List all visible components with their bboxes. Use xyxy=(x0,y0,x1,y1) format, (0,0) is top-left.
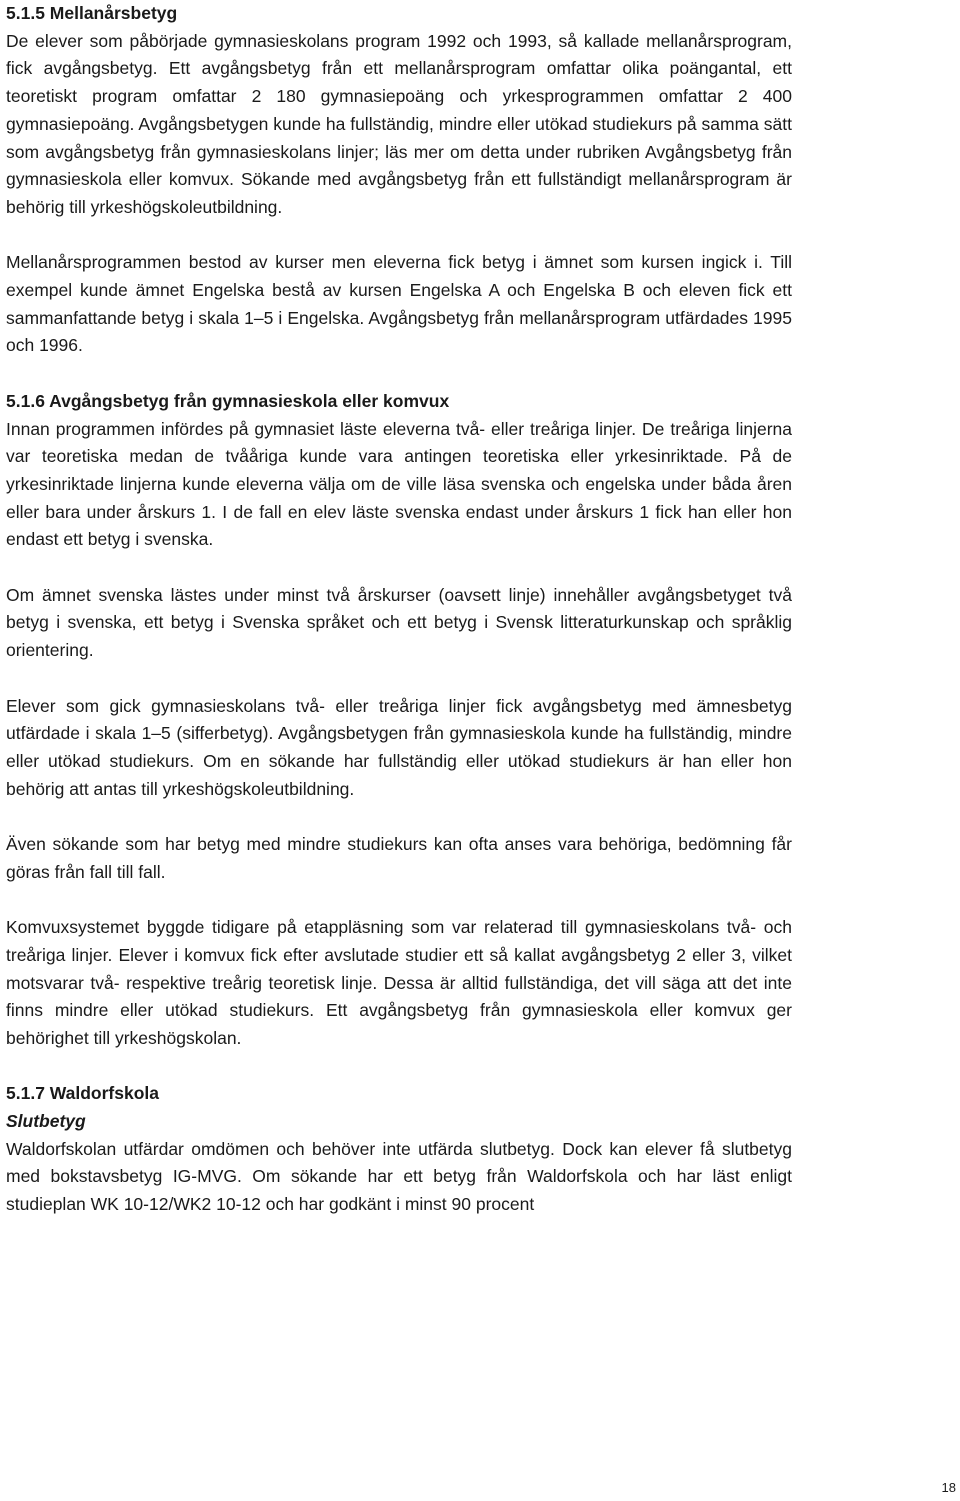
section-waldorfskola xyxy=(6,1080,792,1219)
section-heading: 5.1.6 Avgångsbetyg från gymnasieskola eller komvux xyxy=(6,390,450,411)
paragraph: Om ämnet svenska lästes under minst två årskurser (oavsett linje) innehåller avgångsbetyget två betyg i svenska, ett betyg i Svenska språket och ett betyg i Svensk litteraturkunskap och språklig orientering. xyxy=(6,584,792,661)
paragraph: Waldorfskolan utfärdar omdömen och behöver inte utfärda slutbetyg. Dock kan elever få slutbetyg med bokstavsbetyg IG-MVG. Om sökande har ett betyg från Waldorfskola och har läst enligt studieplan WK 10-12/WK2 10-12 och har godkänt i minst 90 procent xyxy=(6,1138,792,1215)
paragraph: Mellanårsprogrammen bestod av kurser men eleverna fick betyg i ämnet som kursen ingick i. Till exempel kunde ämnet Engelska bestå av kursen Engelska A och Engelska B och eleven fick ett sammanfattande betyg i skala 1–5 i Engelska. Avgångsbetyg från mellanårsprogram utfärdades 1995 och 1996. xyxy=(6,252,792,356)
section-mellanarsbetyg xyxy=(6,0,792,360)
section-heading: 5.1.5 Mellanårsbetyg xyxy=(6,3,178,23)
section-heading: 5.1.7 Waldorfskola xyxy=(6,1083,160,1104)
page-number: 18 xyxy=(941,1480,956,1495)
paragraph: Elever som gick gymnasieskolans två- eller treåriga linjer fick avgångsbetyg med ämnesbetyg utfärdade i skala 1–5 (sifferbetyg). Avgångsbetygen från gymnasieskola kunde ha fullständig, mindre eller utökad studiekurs. Om en sökande har fullständig eller utökad studiekurs är han eller hon behörig att antas till yrkeshögskoleutbildning. xyxy=(6,695,792,799)
section-subheading: Slutbetyg xyxy=(6,1111,86,1132)
paragraph: Innan programmen infördes på gymnasiet läste eleverna två- eller treåriga linjer. De treåriga linjerna var teoretiska medan de tvååriga kunde vara antingen teoretiska eller yrkesinriktade. På de yrkesinriktade linjerna kunde eleverna välja om de ville läsa svenska och engelska under båda åren eller bara under årskurs 1. I de fall en elev läste svenska endast under årskurs 1 fick han eller hon endast ett betyg i svenska. xyxy=(6,418,792,550)
paragraph: De elever som påbörjade gymnasieskolans program 1992 och 1993, så kallade mellanårsprogram, fick avgångsbetyg. Ett avgångsbetyg från ett mellanårsprogram omfattar olika poängantal, ett teoretiskt program omfattar 2 180 gymnasiepoäng och yrkesprogrammen omfattar 2 400 gymnasiepoäng. Avgångsbetygen kunde ha fullständig, mindre eller utökad studiekurs på samma sätt som avgångsbetyg från gymnasieskolans linjer; läs mer om detta under rubriken Avgångsbetyg från gymnasieskola eller komvux. Sökande med avgångsbetyg från ett fullständigt mellanårsprogram är behörig till yrkeshögskoleutbildning. xyxy=(6,30,792,217)
paragraph: Komvuxsystemet byggde tidigare på etappläsning som var relaterad till gymnasieskolans två- och treåriga linjer. Elever i komvux fick efter avslutade studier ett så kallat avgångsbetyg 2 eller 3, vilket motsvarar två- respektive treårig teoretisk linje. Dessa är alltid fullständiga, det vill säga att det inte finns mindre eller utökad studiekurs. Ett avgångsbetyg från gymnasieskola eller komvux ger behörighet till yrkeshögskolan. xyxy=(6,917,792,1048)
section-avgangsbetyg xyxy=(6,388,792,1053)
paragraph: Även sökande som har betyg med mindre studiekurs kan ofta anses vara behöriga, bedömning får göras från fall till fall. xyxy=(6,834,792,882)
document-page xyxy=(6,0,792,1219)
